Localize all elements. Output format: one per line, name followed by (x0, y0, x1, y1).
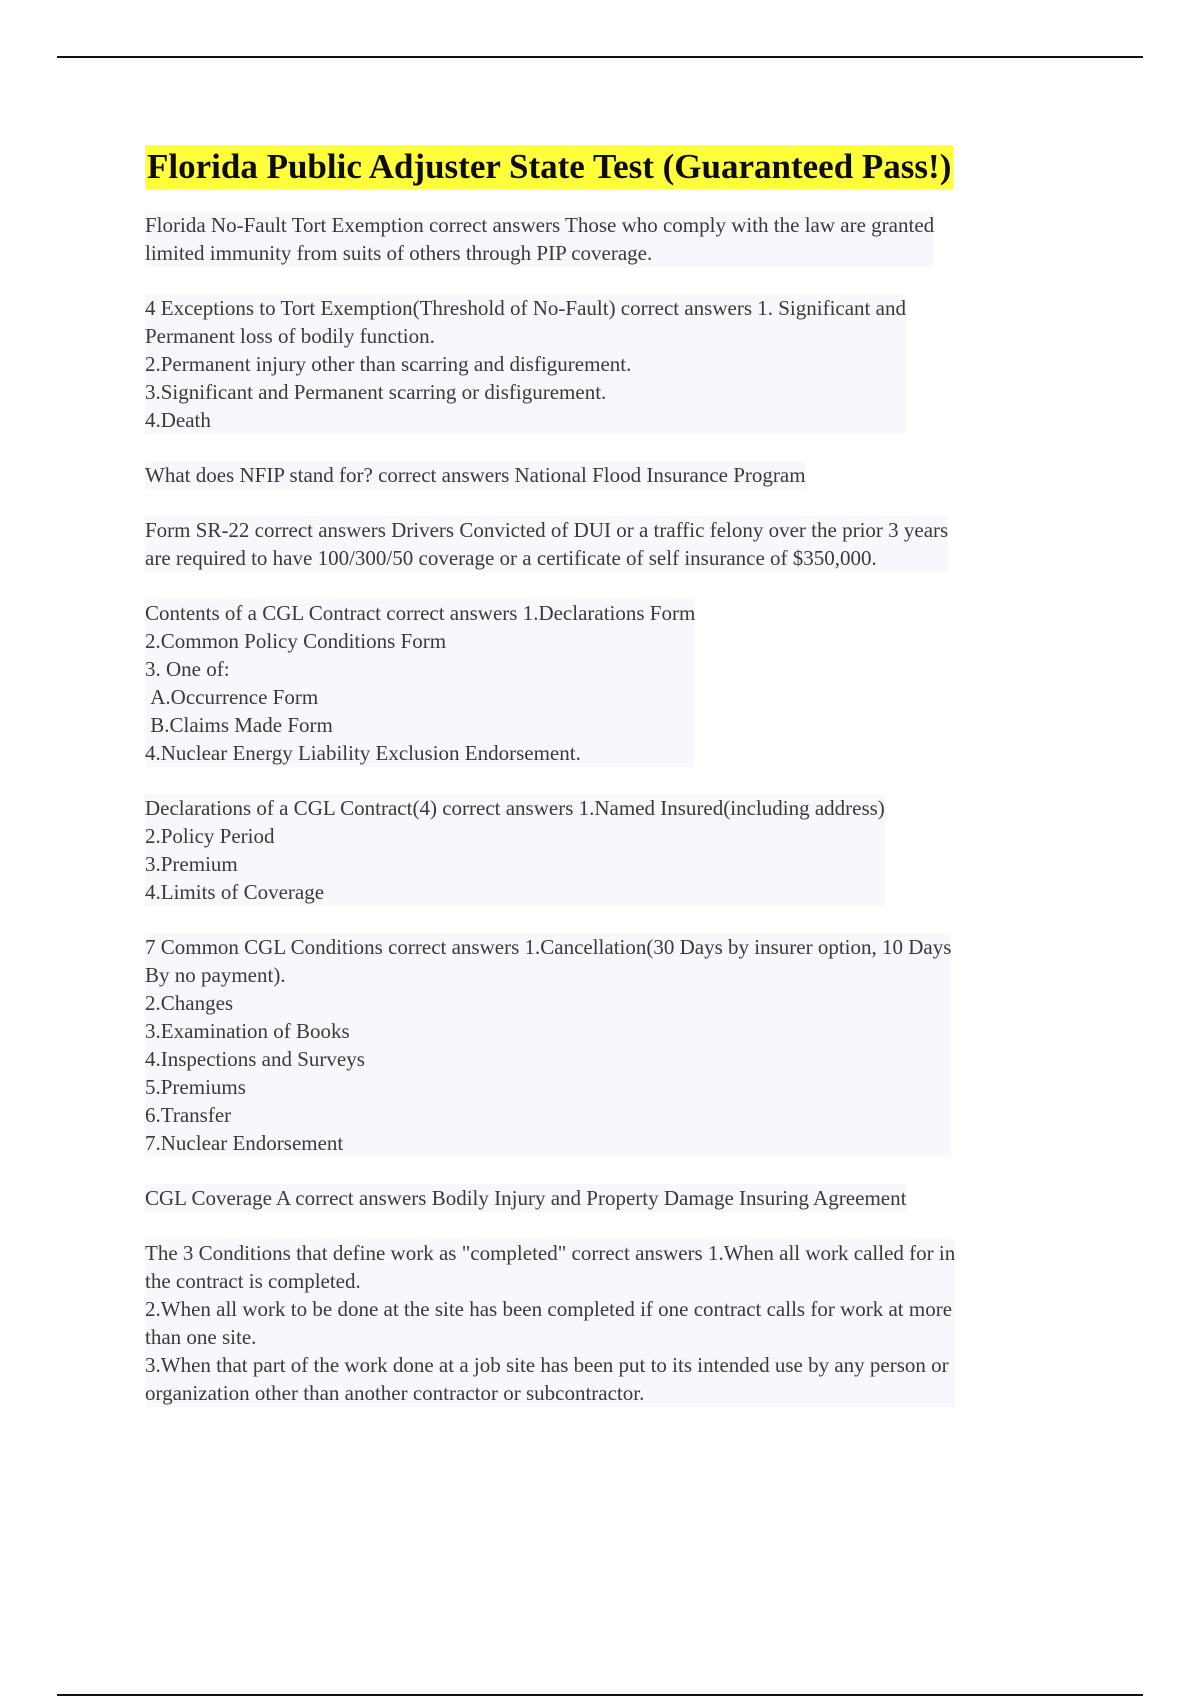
qa-line: are required to have 100/300/50 coverage or a certificate of self insurance of $350,000. (145, 546, 877, 570)
qa-line: 2.Permanent injury other than scarring and disfigurement. (145, 352, 632, 376)
qa-entry (145, 461, 806, 489)
bottom-rule (57, 1694, 1143, 1696)
document-title: Florida Public Adjuster State Test (Guaranteed Pass!) (145, 145, 953, 189)
qa-line: 6.Transfer (145, 1103, 232, 1127)
qa-line: Form SR-22 correct answers Drivers Convicted of DUI or a traffic felony over the prior 3 years (145, 518, 949, 542)
qa-line: By no payment). (145, 963, 286, 987)
qa-line: 4.Death (145, 408, 211, 432)
qa-line: 7 Common CGL Conditions correct answers 1.Cancellation(30 Days by insurer option, 10 Days (145, 935, 952, 959)
top-rule (57, 56, 1143, 58)
qa-entry (145, 294, 906, 434)
qa-line: 5.Premiums (145, 1075, 246, 1099)
qa-line: Contents of a CGL Contract correct answers 1.Declarations Form (145, 601, 696, 625)
qa-line: 4.Limits of Coverage (145, 880, 325, 904)
document-body (145, 145, 1085, 1434)
qa-line: limited immunity from suits of others through PIP coverage. (145, 241, 653, 265)
qa-line: Florida No-Fault Tort Exemption correct answers Those who comply with the law are granted (145, 213, 935, 237)
qa-line: Declarations of a CGL Contract(4) correct answers 1.Named Insured(including address) (145, 796, 885, 820)
qa-entry (145, 516, 948, 572)
qa-line: 2.Changes (145, 991, 234, 1015)
qa-line: What does NFIP stand for? correct answers National Flood Insurance Program (145, 463, 806, 487)
qa-entry (145, 599, 695, 767)
qa-line: B.Claims Made Form (145, 713, 333, 737)
qa-line: Permanent loss of bodily function. (145, 324, 435, 348)
qa-line: A.Occurrence Form (145, 685, 319, 709)
qa-line: the contract is completed. (145, 1269, 361, 1293)
qa-line: organization other than another contractor or subcontractor. (145, 1381, 645, 1405)
qa-entry (145, 933, 951, 1157)
qa-entry (145, 1239, 955, 1407)
qa-line: The 3 Conditions that define work as "completed" correct answers 1.When all work called for in (145, 1241, 956, 1265)
qa-line: 4.Nuclear Energy Liability Exclusion Endorsement. (145, 741, 581, 765)
qa-line: CGL Coverage A correct answers Bodily Injury and Property Damage Insuring Agreement (145, 1186, 907, 1210)
qa-line: 3.Premium (145, 852, 238, 876)
qa-line: 7.Nuclear Endorsement (145, 1131, 344, 1155)
qa-line: 2.Common Policy Conditions Form (145, 629, 447, 653)
qa-line: 2.When all work to be done at the site has been completed if one contract calls for work at more (145, 1297, 953, 1321)
qa-line: 3.Examination of Books (145, 1019, 350, 1043)
qa-list (145, 211, 1085, 1407)
qa-entry (145, 794, 885, 906)
qa-line: 3. One of: (145, 657, 230, 681)
qa-entry (145, 1184, 906, 1212)
qa-entry (145, 211, 934, 267)
qa-line: 4.Inspections and Surveys (145, 1047, 365, 1071)
qa-line: 2.Policy Period (145, 824, 275, 848)
qa-line: than one site. (145, 1325, 257, 1349)
qa-line: 4 Exceptions to Tort Exemption(Threshold of No-Fault) correct answers 1. Significant and (145, 296, 906, 320)
qa-line: 3.When that part of the work done at a job site has been put to its intended use by any person or (145, 1353, 949, 1377)
qa-line: 3.Significant and Permanent scarring or disfigurement. (145, 380, 607, 404)
